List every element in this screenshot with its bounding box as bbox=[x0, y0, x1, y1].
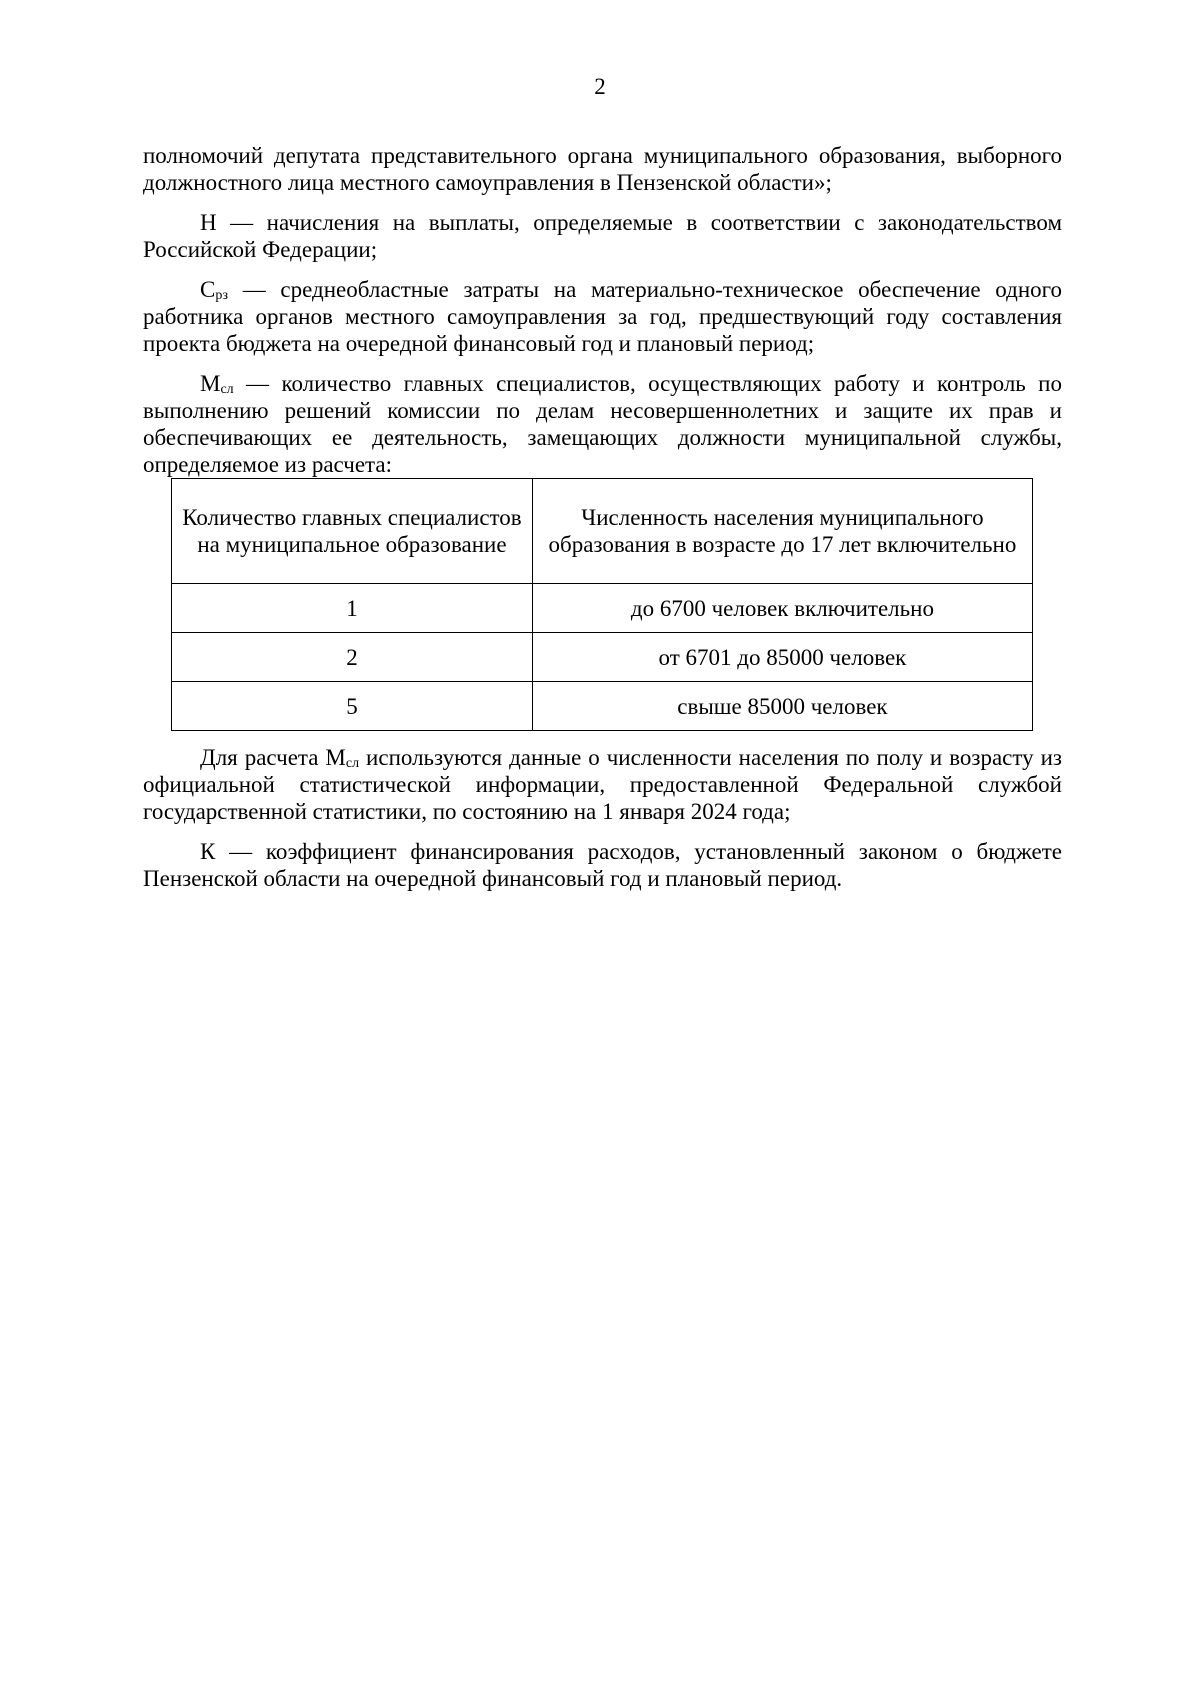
paragraph-h-definition: Н — начисления на выплаты, определяемые в соответствии с законодательством Российской Федерации; bbox=[143, 210, 1062, 262]
msl-text: — количество главных специалистов, осуществляющих работу и контроль по выполнению решений комиссии по делам несовершеннолетних и защите их прав и обеспечивающих ее деятельность, замещающих должности муниципальной службы, определяемое из расчета: bbox=[143, 371, 1062, 477]
table-cell-population: свыше 85000 человек bbox=[532, 682, 1032, 731]
page-number: 2 bbox=[594, 74, 606, 99]
crz-symbol: С bbox=[200, 277, 216, 302]
table-row bbox=[172, 584, 1033, 633]
paragraph-continuation: полномочий депутата представительного органа муниципального образования, выборного должностного лица местного самоуправления в Пензенской области»; bbox=[143, 143, 1062, 195]
document-body bbox=[143, 142, 1062, 905]
table-header-specialists: Количество главных специалистов на муниципальное образование bbox=[172, 479, 533, 584]
crz-text: — среднеобластные затраты на материально-техническое обеспечение одного работника органов местного самоуправления за год, предшествующий году составления проекта бюджета на очередной финансовый год и плановый период; bbox=[143, 277, 1062, 356]
table-cell-count: 1 bbox=[172, 584, 533, 633]
table-cell-count: 2 bbox=[172, 633, 533, 682]
table-row bbox=[172, 633, 1033, 682]
specialists-table bbox=[171, 478, 1033, 731]
table-cell-population: до 6700 человек включительно bbox=[532, 584, 1032, 633]
msl-subscript: сл bbox=[220, 382, 234, 397]
table-cell-count: 5 bbox=[172, 682, 533, 731]
crz-subscript: рз bbox=[215, 288, 229, 303]
msl-source-text: используются данные о численности населения по полу и возрасту из официальной статистической информации, предоставленной Федеральной службой государственной статистики, по состоянию на 1 января 2024 года; bbox=[143, 745, 1062, 824]
table-header-population: Численность населения муниципального образования в возрасте до 17 лет включительно bbox=[532, 479, 1032, 584]
msl-source-lead: Для расчета М bbox=[200, 745, 346, 770]
table-cell-population: от 6701 до 85000 человек bbox=[532, 633, 1032, 682]
table-header-row bbox=[172, 479, 1033, 584]
paragraph-crz-definition bbox=[143, 276, 1062, 357]
paragraph-msl-data-source bbox=[143, 744, 1062, 825]
paragraph-msl-definition bbox=[143, 370, 1062, 478]
table-row bbox=[172, 682, 1033, 731]
msl-symbol: М bbox=[200, 371, 221, 396]
msl-source-subscript: сл bbox=[345, 756, 360, 771]
paragraph-k-definition: К — коэффициент финансирования расходов, установленный законом о бюджете Пензенской области на очередной финансовый год и плановый период. bbox=[143, 839, 1062, 891]
